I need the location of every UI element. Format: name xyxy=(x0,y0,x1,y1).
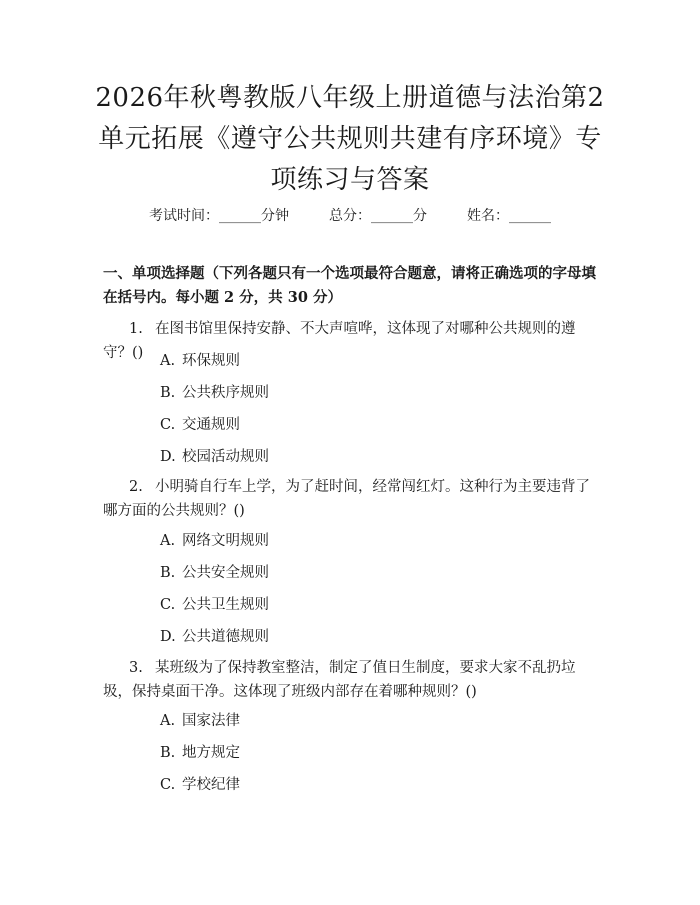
option xyxy=(160,627,269,647)
option-letter: D. xyxy=(160,449,176,465)
question-3 xyxy=(103,656,603,704)
option-letter: B. xyxy=(160,745,176,761)
exam-time: 考试时间：______分钟 xyxy=(149,208,289,224)
option-letter: B. xyxy=(160,385,176,401)
title-line: 2026年秋粤教版八年级上册道德与法治第2 xyxy=(95,83,605,113)
option xyxy=(160,415,240,435)
option-text: 环保规则 xyxy=(182,353,240,369)
exam-meta xyxy=(0,206,700,226)
question-text: 某班级为了保持教室整洁，制定了值日生制度，要求大家不乱扔垃圾，保持桌面干净。这体现了班级内部存在着哪种规则？() xyxy=(103,660,576,700)
question-number: 3. xyxy=(129,660,143,676)
option-text: 公共秩序规则 xyxy=(182,385,269,401)
question-text: 在图书馆里保持安静、不大声喧哗，这体现了对哪种公共规则的遵守？() xyxy=(103,321,576,361)
student-name: 姓名：______ xyxy=(467,208,551,224)
option-text: 国家法律 xyxy=(182,713,240,729)
option-letter: C. xyxy=(160,597,176,613)
option-text: 学校纪律 xyxy=(182,777,240,793)
question-2 xyxy=(103,475,603,523)
option-letter: B. xyxy=(160,565,176,581)
option xyxy=(160,595,269,615)
title-line: 项练习与答案 xyxy=(270,165,430,195)
option-text: 公共卫生规则 xyxy=(182,597,269,613)
option-letter: A. xyxy=(160,533,176,549)
option xyxy=(160,383,269,403)
option-text: 交通规则 xyxy=(182,417,240,433)
title-line: 单元拓展《遵守公共规则共建有序环境》专 xyxy=(98,124,602,154)
document-title xyxy=(70,78,630,201)
total-score: 总分：______分 xyxy=(329,208,427,224)
option-text: 网络文明规则 xyxy=(182,533,269,549)
question-number: 1. xyxy=(129,321,143,337)
option-text: 地方规定 xyxy=(182,745,240,761)
option xyxy=(160,775,240,795)
option-letter: A. xyxy=(160,713,176,729)
option xyxy=(160,563,269,583)
option-letter: A. xyxy=(160,353,176,369)
option-text: 公共道德规则 xyxy=(182,629,269,645)
option xyxy=(160,351,240,371)
option-letter: D. xyxy=(160,629,176,645)
option xyxy=(160,447,269,467)
option xyxy=(160,743,240,763)
option-letter: C. xyxy=(160,777,176,793)
option-text: 校园活动规则 xyxy=(182,449,269,465)
section-heading: 一、单项选择题（下列各题只有一个选项最符合题意，请将正确选项的字母填在括号内。每小题 2 分，共 30 分） xyxy=(103,265,596,306)
option xyxy=(160,531,269,551)
option xyxy=(160,711,240,731)
option-text: 公共安全规则 xyxy=(182,565,269,581)
option-letter: C. xyxy=(160,417,176,433)
question-number: 2. xyxy=(129,479,143,495)
question-text: 小明骑自行车上学，为了赶时间，经常闯红灯。这种行为主要违背了哪方面的公共规则？() xyxy=(103,479,590,519)
